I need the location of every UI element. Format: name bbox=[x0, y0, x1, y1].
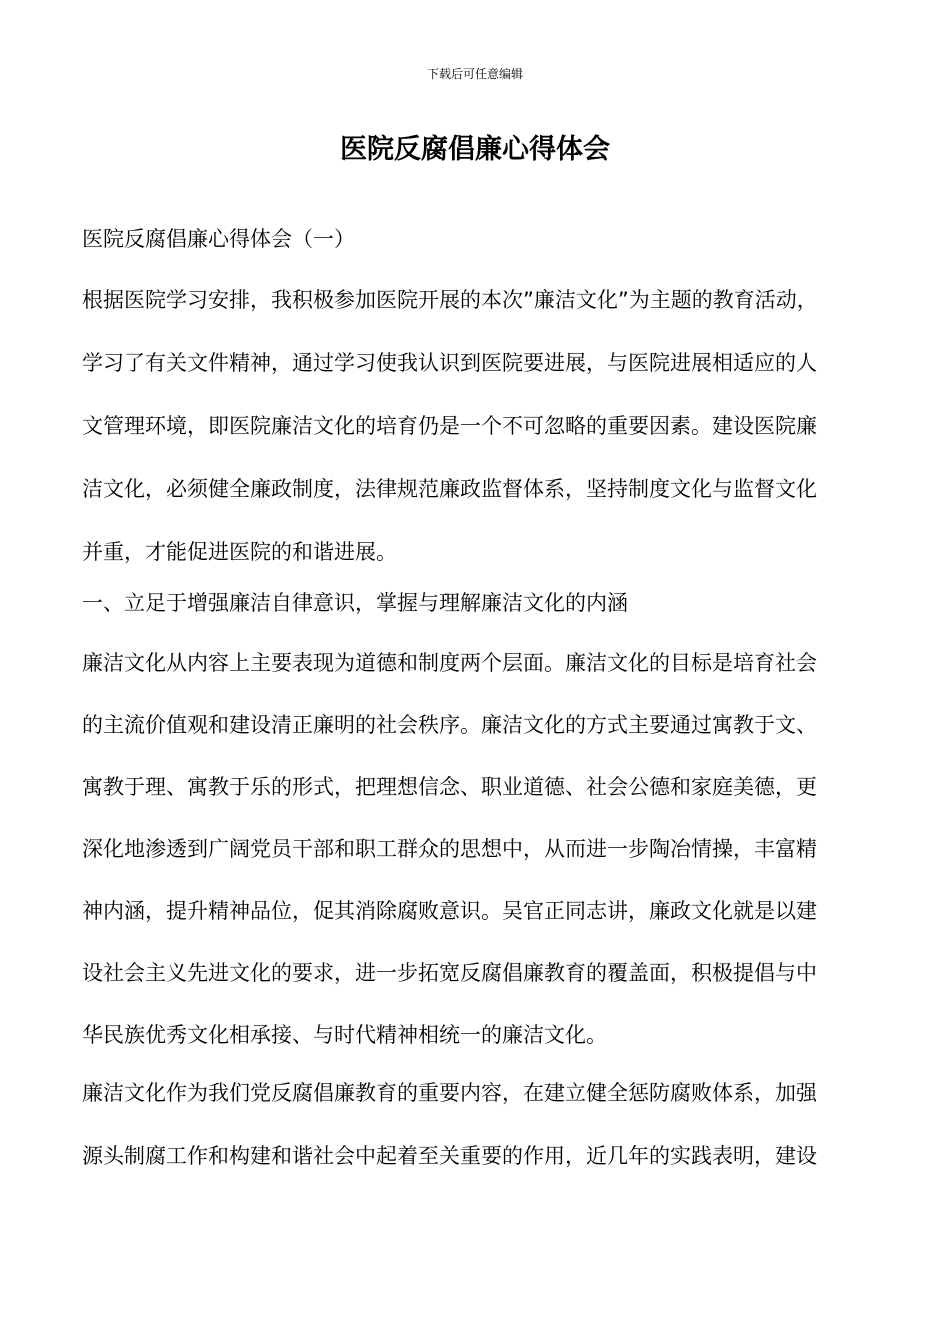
paragraph-2 bbox=[82, 632, 882, 1066]
paragraph-3 bbox=[82, 1062, 882, 1188]
header-note: 下载后可任意编辑 bbox=[426, 67, 523, 81]
paragraph-line: 根据医院学习安排，我积极参加医院开展的本次”廉洁文化”为主题的教育活动， bbox=[82, 288, 818, 312]
subtitle: 医院反腐倡廉心得体会（一） bbox=[82, 227, 355, 251]
paragraph-line: 华民族优秀文化相承接、与时代精神相统一的廉洁文化。 bbox=[82, 1023, 607, 1047]
paragraph-line: 神内涵，提升精神品位，促其消除腐败意识。吴官正同志讲，廉政文化就是以建 bbox=[82, 899, 817, 923]
section-heading-1: 一、立足于增强廉洁自律意识，掌握与理解廉洁文化的内涵 bbox=[82, 591, 628, 615]
paragraph-line: 并重，才能促进医院的和谐进展。 bbox=[82, 540, 397, 564]
paragraph-line: 深化地渗透到广阔党员干部和职工群众的思想中，从而进一步陶冶情操，丰富精 bbox=[82, 837, 817, 861]
paragraph-line: 寓教于理、寓教于乐的形式，把理想信念、职业道德、社会公德和家庭美德，更 bbox=[82, 775, 817, 799]
paragraph-line: 廉洁文化作为我们党反腐倡廉教育的重要内容，在建立健全惩防腐败体系，加强 bbox=[82, 1081, 817, 1105]
paragraph-line: 学习了有关文件精神，通过学习使我认识到医院要进展，与医院进展相适应的人 bbox=[82, 351, 817, 375]
paragraph-line: 设社会主义先进文化的要求，进一步拓宽反腐倡廉教育的覆盖面，积极提倡与中 bbox=[82, 961, 817, 985]
paragraph-line: 的主流价值观和建设清正廉明的社会秩序。廉洁文化的方式主要通过寓教于文、 bbox=[82, 713, 817, 737]
paragraph-line: 文管理环境，即医院廉洁文化的培育仍是一个不可忽略的重要因素。建设医院廉 bbox=[82, 414, 817, 438]
paragraph-1 bbox=[82, 269, 882, 584]
document-title: 医院反腐倡廉心得体会 bbox=[340, 134, 610, 165]
paragraph-line: 洁文化，必须健全廉政制度，法律规范廉政监督体系，坚持制度文化与监督文化 bbox=[82, 477, 817, 501]
paragraph-line: 源头制腐工作和构建和谐社会中起着至关重要的作用，近几年的实践表明，建设 bbox=[82, 1144, 817, 1168]
paragraph-line: 廉洁文化从内容上主要表现为道德和制度两个层面。廉洁文化的目标是培育社会 bbox=[82, 651, 817, 675]
